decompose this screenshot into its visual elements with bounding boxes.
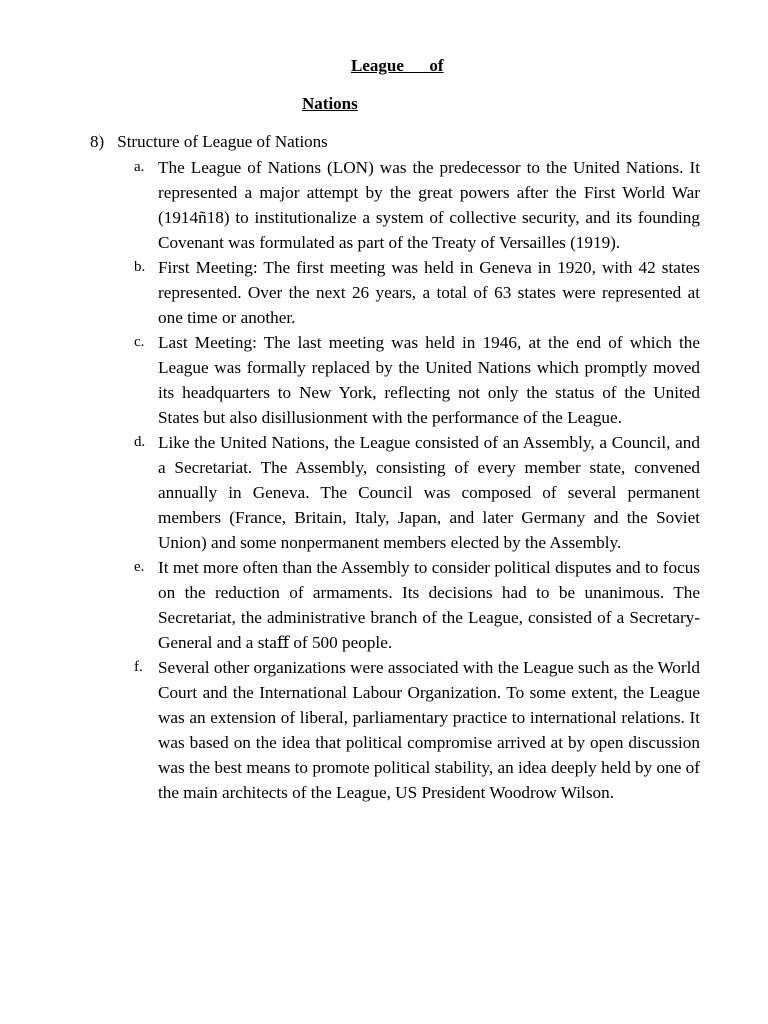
list-item-text: It met more often than the Assembly to consider political disputes and to focus on the reduction of armaments. Its decisions had to be unanimous. The Secretariat, the administrative branch of the League, consisted of a Secretary-General and a staﬀ of 500 people.	[158, 558, 700, 652]
list-item-marker: a.	[134, 159, 145, 175]
list-item-text: Last Meeting: The last meeting was held in 1946, at the end of which the League was formally replaced by the United Nations which promptly moved its headquarters to New York, reflecting not only the status of the United States but also disillusionment with the performance of the League.	[158, 333, 700, 427]
list-item-a	[0, 155, 768, 255]
list-item-marker: f.	[134, 659, 143, 675]
section-heading	[90, 130, 328, 154]
list-item-marker: c.	[134, 334, 145, 350]
section-number: 8)	[90, 132, 105, 151]
list-item-d	[0, 430, 768, 555]
list-item-f	[0, 655, 768, 805]
page-title-line-1: League of	[351, 56, 444, 75]
list-item-c	[0, 330, 768, 430]
list-item-marker: b.	[134, 259, 146, 275]
list-item-text: Like the United Nations, the League consisted of an Assembly, a Council, and a Secretariat. The Assembly, consisting of every member state, convened annually in Geneva. The Council was composed of several permanent members (France, Britain, Italy, Japan, and later Germany and the Soviet Union) and some nonpermanent members elected by the Assembly.	[158, 433, 700, 552]
list-item-text: Several other organizations were associated with the League such as the World Court and the International Labour Organization. To some extent, the League was an extension of liberal, parliamentary practice to international relations. It was based on the idea that political compromise arrived at by open discussion was the best means to promote political stability, an idea deeply held by one of the main architects of the League, US President Woodrow Wilson.	[158, 658, 700, 802]
list-item-text: First Meeting: The first meeting was held in Geneva in 1920, with 42 states represented. Over the next 26 years, a total of 63 states were represented at one time or another.	[158, 258, 700, 327]
list-item-e	[0, 555, 768, 655]
item-list	[0, 155, 768, 805]
list-item-text: The League of Nations (LON) was the predecessor to the United Nations. It represented a major attempt by the great powers after the First World War (1914ñ18) to institutionalize a system of collective security, and its founding Covenant was formulated as part of the Treaty of Versailles (1919).	[158, 158, 700, 252]
section-title: Structure of League of Nations	[117, 132, 328, 151]
list-item-marker: d.	[134, 434, 146, 450]
page-title-line-2: Nations	[302, 94, 358, 113]
list-item-b	[0, 255, 768, 330]
list-item-marker: e.	[134, 559, 145, 575]
